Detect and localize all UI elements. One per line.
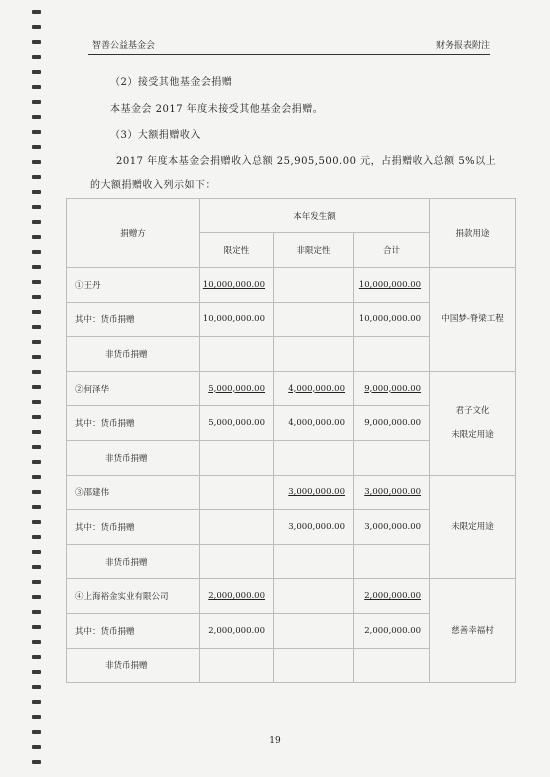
binding-hole	[32, 475, 41, 479]
cash-donation-label: 其中：货币捐赠	[67, 613, 200, 648]
binding-hole	[32, 640, 41, 644]
noncash-donation-label: 非货币捐赠	[67, 544, 200, 579]
binding-hole	[32, 625, 41, 629]
binding-hole	[32, 10, 41, 14]
cash-donation-label: 其中：货币捐赠	[67, 510, 200, 545]
purpose-line: 未限定用途	[451, 521, 494, 532]
binding-hole	[32, 580, 41, 584]
header-donor: 捐赠方	[67, 199, 200, 268]
binding-hole	[32, 175, 41, 179]
binding-hole	[32, 355, 41, 359]
purpose-line: 君子文化	[455, 406, 490, 417]
cash-donation-label: 其中：货币捐赠	[67, 302, 200, 337]
binding-hole	[32, 205, 41, 209]
binding-hole	[32, 115, 41, 119]
unrestricted-amount: 4,000,000.00	[288, 383, 345, 394]
page-number: 19	[269, 736, 281, 746]
header-total: 合计	[354, 233, 430, 268]
text-large-donations-line2: 的大额捐赠收入列示如下：	[90, 180, 216, 191]
binding-hole	[32, 715, 41, 719]
binding-hole	[32, 70, 41, 74]
table-row	[67, 475, 516, 510]
binding-hole	[32, 370, 41, 374]
binding-hole	[32, 595, 41, 599]
restricted-amount: 2,000,000.00	[208, 591, 265, 602]
restricted-amount: 10,000,000.00	[202, 279, 265, 290]
binding-hole	[32, 310, 41, 314]
cash-total-amount: 9,000,000.00	[354, 406, 430, 441]
cash-total-amount: 2,000,000.00	[354, 613, 430, 648]
binding-hole	[32, 40, 41, 44]
binding-hole	[32, 430, 41, 434]
heading-large-donations: （3）大额捐赠收入	[110, 130, 201, 141]
binding-hole	[32, 190, 41, 194]
binding-hole	[32, 655, 41, 659]
cash-unrestricted-amount	[274, 613, 354, 648]
unrestricted-amount: 3,000,000.00	[288, 487, 345, 498]
binding-hole	[32, 55, 41, 59]
cash-unrestricted-amount	[274, 302, 354, 337]
binding-hole	[32, 160, 41, 164]
page-header	[88, 36, 490, 55]
binding-hole	[32, 265, 41, 269]
header-section: 财务报表附注	[435, 41, 490, 51]
binding-hole	[32, 100, 41, 104]
binding-hole	[32, 490, 41, 494]
total-amount: 3,000,000.00	[364, 487, 422, 498]
binding-hole	[32, 685, 41, 689]
header-restricted: 限定性	[200, 233, 274, 268]
donor-name: ③邵建伟	[67, 475, 200, 510]
large-donations-table	[66, 198, 516, 683]
binding-hole	[32, 280, 41, 284]
table-row	[67, 579, 516, 614]
binding-hole	[32, 325, 41, 329]
binding-hole	[32, 610, 41, 614]
cash-restricted-amount: 5,000,000.00	[200, 406, 274, 441]
table-row	[67, 268, 516, 303]
donation-purpose	[430, 371, 516, 475]
cash-total-amount: 3,000,000.00	[354, 510, 430, 545]
binding-hole	[32, 235, 41, 239]
binding-hole	[32, 400, 41, 404]
purpose-line: 未限定用途	[451, 430, 494, 441]
binding-hole	[32, 760, 41, 764]
cash-unrestricted-amount: 3,000,000.00	[274, 510, 354, 545]
cash-total-amount: 10,000,000.00	[354, 302, 430, 337]
binding-hole	[32, 565, 41, 569]
binding-hole	[32, 460, 41, 464]
binding-hole	[32, 505, 41, 509]
text-other-foundation-donations: 本基金会 2017 年度未接受其他基金会捐赠。	[110, 104, 324, 115]
header-unrestricted: 非限定性	[274, 233, 354, 268]
header-purpose: 捐款用途	[430, 199, 516, 268]
donation-purpose	[430, 579, 516, 683]
noncash-donation-label: 非货币捐赠	[67, 337, 200, 372]
text-large-donations-line1: 2017 年度本基金会捐赠收入总额 25,905,500.00 元，占捐赠收入总额 5%以上	[116, 156, 497, 167]
donor-name: ②何泽华	[67, 371, 200, 406]
binding-hole	[32, 145, 41, 149]
binding-hole	[32, 25, 41, 29]
binding-hole	[32, 295, 41, 299]
binding-hole	[32, 340, 41, 344]
binding-hole	[32, 130, 41, 134]
binding-hole	[32, 670, 41, 674]
donor-name: ④上海裕金实业有限公司	[67, 579, 200, 614]
binding-hole	[32, 385, 41, 389]
binding-hole	[32, 730, 41, 734]
binding-hole	[32, 550, 41, 554]
binding-hole	[32, 250, 41, 254]
purpose-line: 慈善幸福村	[451, 625, 494, 636]
restricted-amount: 5,000,000.00	[208, 383, 265, 394]
donor-name: ①王丹	[67, 268, 200, 303]
binding-hole	[32, 415, 41, 419]
cash-restricted-amount	[200, 510, 274, 545]
cash-unrestricted-amount: 4,000,000.00	[274, 406, 354, 441]
noncash-donation-label: 非货币捐赠	[67, 648, 200, 683]
binding-holes	[30, 0, 44, 777]
noncash-donation-label: 非货币捐赠	[67, 440, 200, 475]
binding-hole	[32, 535, 41, 539]
cash-donation-label: 其中：货币捐赠	[67, 406, 200, 441]
binding-hole	[32, 220, 41, 224]
heading-other-foundation-donations: （2）接受其他基金会捐赠	[110, 77, 233, 88]
cash-restricted-amount: 2,000,000.00	[200, 613, 274, 648]
purpose-line: 中国梦-脊梁工程	[441, 314, 504, 325]
header-organization: 智善公益基金会	[92, 41, 156, 51]
cash-restricted-amount: 10,000,000.00	[200, 302, 274, 337]
binding-hole	[32, 700, 41, 704]
binding-hole	[32, 445, 41, 449]
total-amount: 10,000,000.00	[358, 279, 422, 290]
total-amount: 2,000,000.00	[364, 591, 422, 602]
binding-hole	[32, 85, 41, 89]
table-row	[67, 371, 516, 406]
donation-purpose	[430, 475, 516, 579]
header-current-year: 本年发生额	[200, 199, 430, 233]
total-amount: 9,000,000.00	[364, 383, 422, 394]
donation-purpose	[430, 268, 516, 372]
binding-hole	[32, 520, 41, 524]
